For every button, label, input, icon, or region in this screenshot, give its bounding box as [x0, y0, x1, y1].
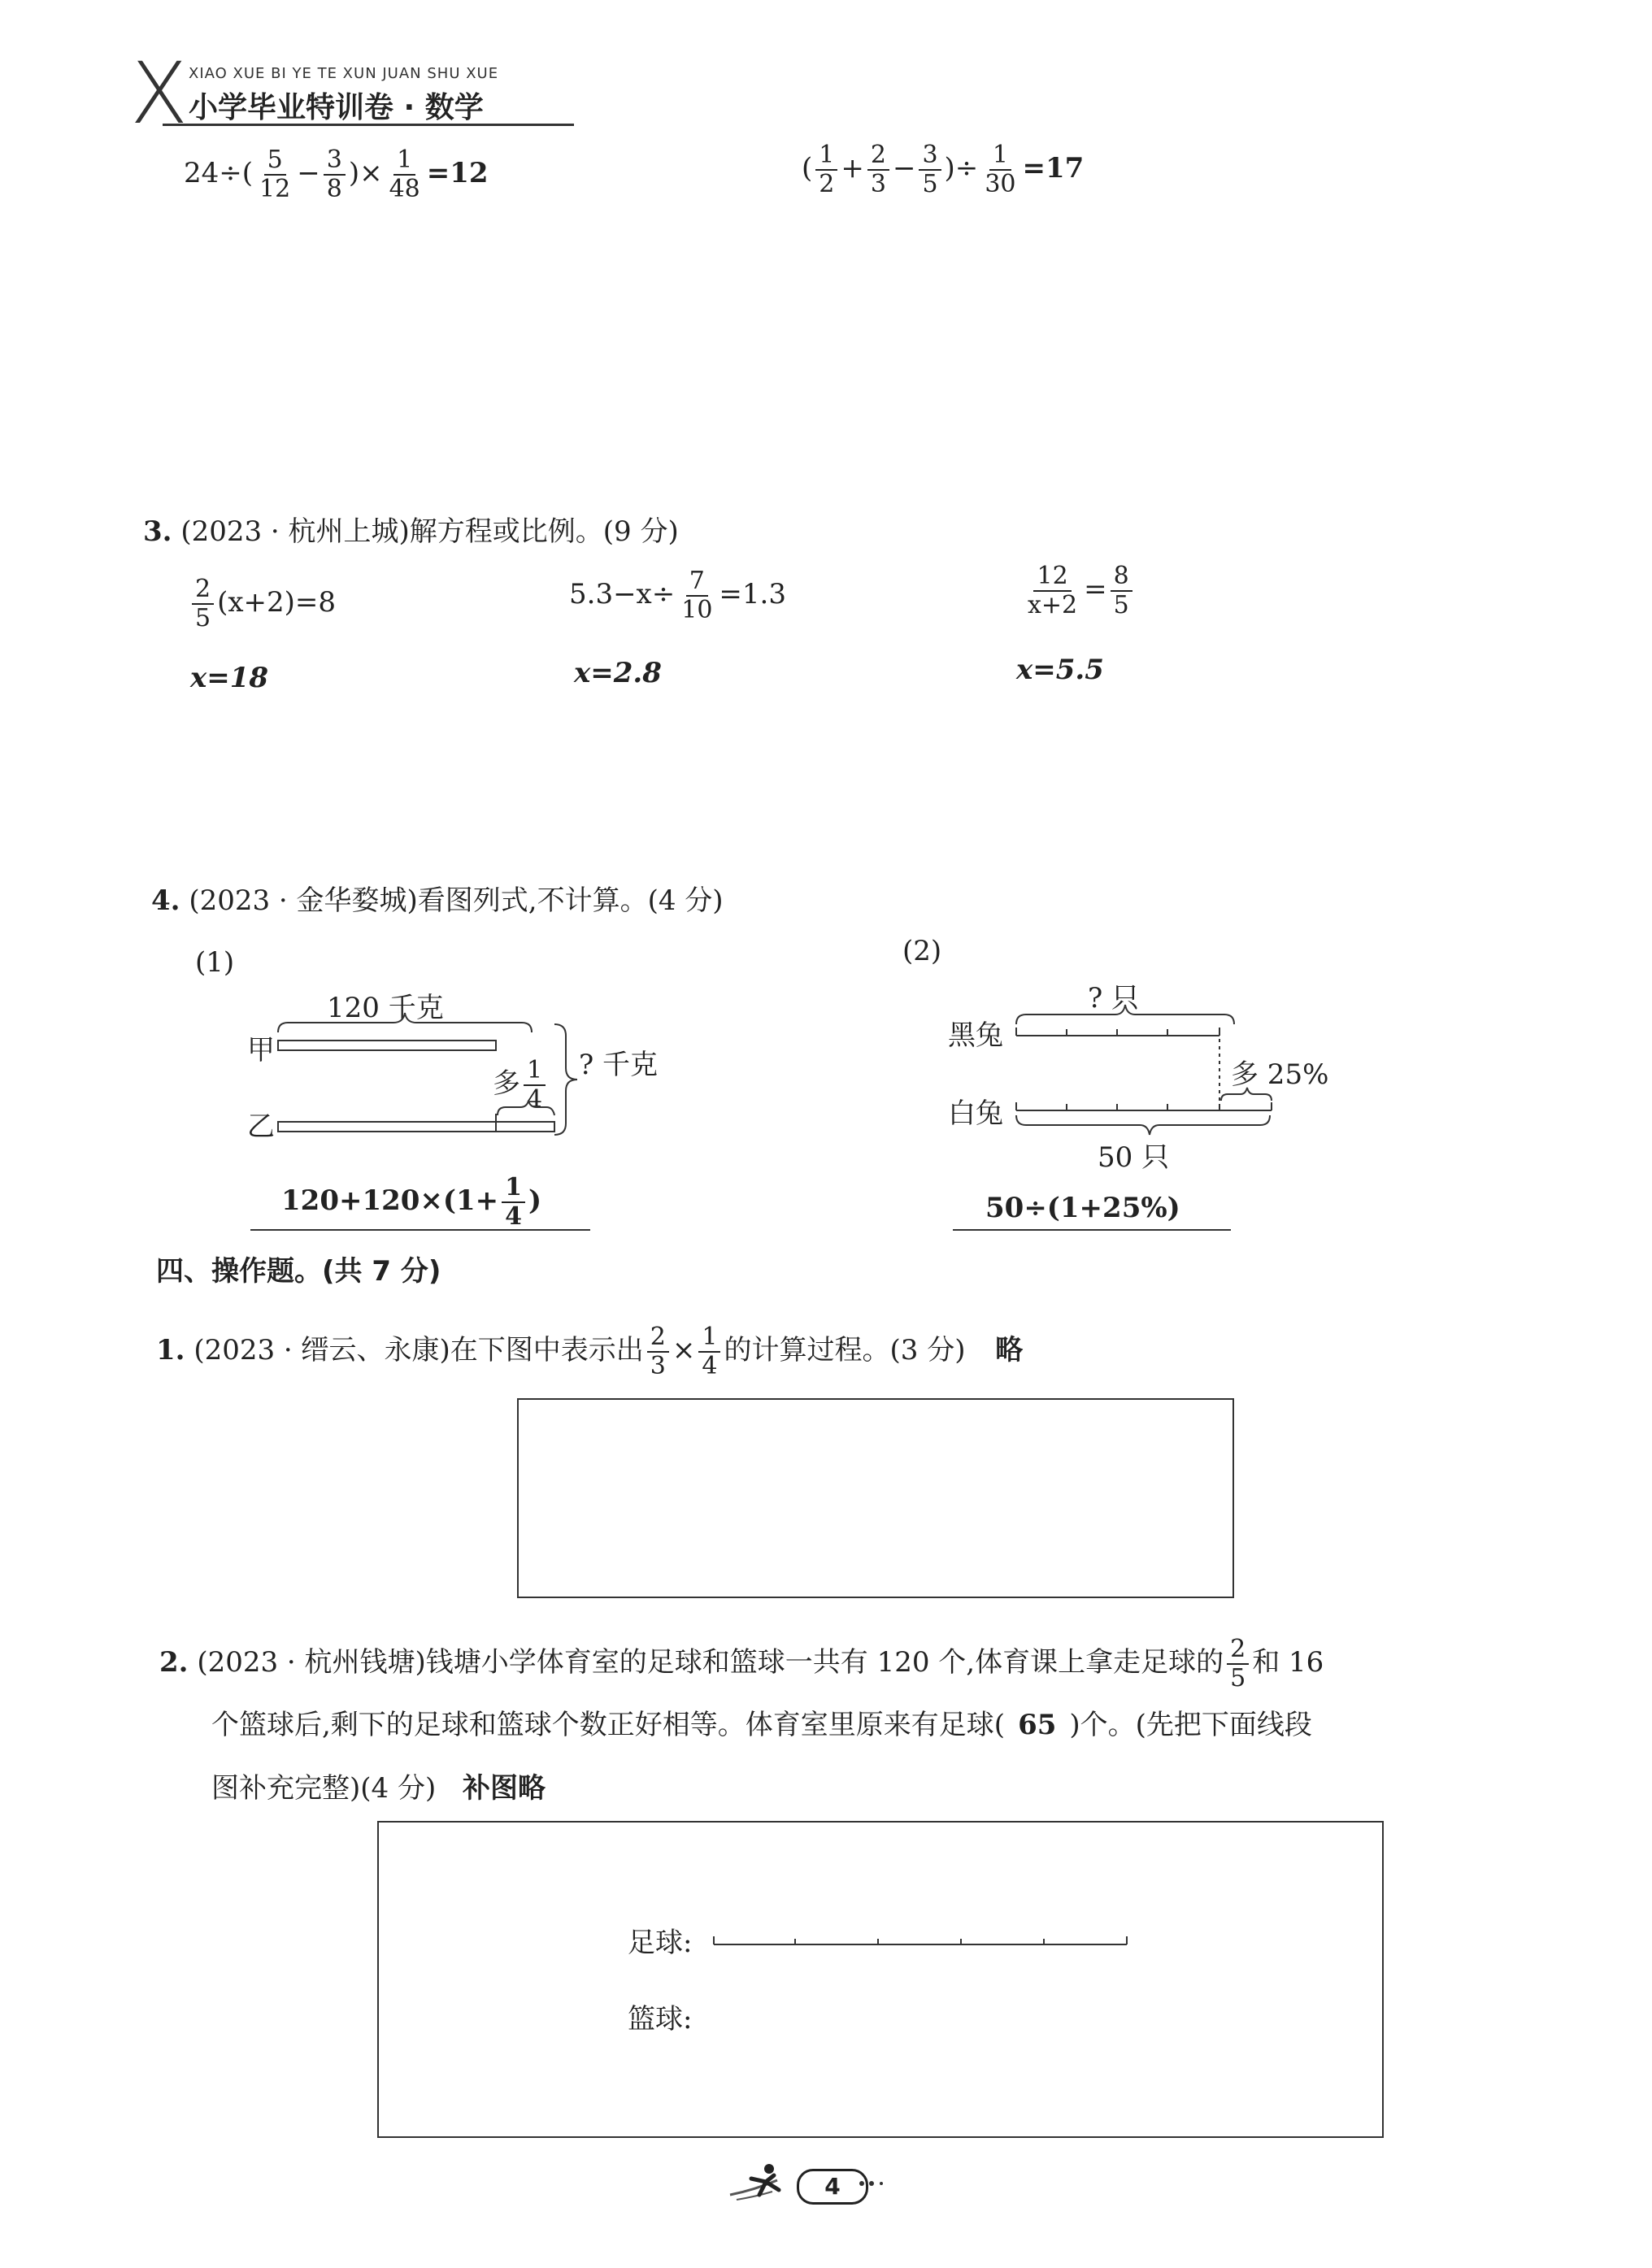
- s4-q1-f1-den: 3: [650, 1352, 666, 1380]
- calc-1-f2-den: 8: [326, 175, 342, 203]
- header-rule: [163, 124, 574, 126]
- header-logo-letter: X: [130, 44, 189, 143]
- s4-q2-line2-tail: )个。(先把下面线段: [1069, 1709, 1312, 1741]
- q3-eq1-den: 5: [195, 604, 211, 632]
- s4-q2-line1-tail: 和 16: [1252, 1646, 1324, 1679]
- q4-p2-answer: 50÷(1+25%): [985, 1192, 1180, 1224]
- q4-p1-answer-tail: ): [528, 1184, 542, 1217]
- q4-p2-black: 黑兔: [948, 1019, 1003, 1052]
- calc-2-f2-num: 2: [867, 141, 889, 171]
- q3-heading: [143, 515, 679, 548]
- q3-eq2-den: 10: [681, 596, 713, 624]
- q3-eq3-equals: =: [1084, 573, 1107, 606]
- s4-q1-text: [156, 1323, 1023, 1380]
- header-title: 小学毕业特训卷 · 数学: [189, 91, 484, 124]
- calc-1-op2: )×: [348, 157, 383, 189]
- q4-p2-question: ? 只: [1088, 982, 1140, 1015]
- q3-title: (2023 · 杭州上城)解方程或比例。(9 分): [180, 515, 679, 548]
- calc-2-f3-num: 3: [919, 141, 941, 171]
- q4-p1-diagram: [268, 1008, 585, 1146]
- s4-q1-f1-num: 2: [647, 1323, 669, 1353]
- calc-1-op1: −: [297, 157, 320, 189]
- q3-eq3-f1-den: x+2: [1028, 591, 1078, 619]
- calc-2-f2-den: 3: [870, 170, 886, 198]
- footer-page-number: 4: [797, 2169, 868, 2205]
- q4-p2-diagram: [1013, 992, 1281, 1146]
- q4-p2-more: 多 25%: [1231, 1058, 1329, 1091]
- q4-heading: [151, 884, 724, 917]
- q4-p1-top-brace: [278, 1013, 532, 1032]
- calc-expr-2: [802, 141, 1084, 198]
- calc-1-f3-den: 48: [389, 175, 420, 203]
- calc-2-f1-den: 2: [819, 170, 835, 198]
- calc-2-op1: +: [841, 152, 864, 185]
- q4-p1-yi: 乙: [247, 1110, 275, 1143]
- s4-q1-number: 1.: [156, 1334, 185, 1366]
- s4-q2-line2-lead: 个篮球后,剩下的足球和篮球个数正好相等。体育室里原来有足球(: [211, 1709, 1006, 1741]
- q3-eq2-answer: x=2.8: [574, 657, 662, 689]
- q3-eq3-answer: x=5.5: [1016, 654, 1104, 686]
- s4-q2-line3: [211, 1772, 546, 1805]
- s4-q1-f2-num: 1: [698, 1323, 720, 1353]
- q4-p1-answer-line: [250, 1229, 590, 1231]
- q4-p1-total: ? 千克: [579, 1049, 659, 1081]
- calc-1-lead: 24÷(: [184, 157, 254, 189]
- q3-eq2-num: 7: [686, 567, 708, 597]
- q4-p1-yi-bar: [278, 1122, 554, 1132]
- q4-p1-more-brace: [498, 1101, 554, 1115]
- calc-1-f3-num: 1: [393, 146, 415, 176]
- calc-2-f1-num: 1: [815, 141, 837, 171]
- s4-q1-op: ×: [672, 1334, 696, 1366]
- q4-p2-top-brace: [1016, 1005, 1234, 1024]
- q4-p1-top-value: 120 千克: [327, 992, 444, 1024]
- calc-1-answer: =12: [426, 157, 489, 189]
- q3-number: 3.: [143, 515, 172, 548]
- q4-p1-more-den: 4: [527, 1085, 543, 1114]
- s4-q2-diagram-box[interactable]: [377, 1821, 1384, 2138]
- q3-eq2-rest: =1.3: [719, 578, 786, 610]
- s4-q2-num: 2: [1227, 1636, 1249, 1665]
- s4-q2-football-segment: [709, 1930, 1132, 1954]
- q4-number: 4.: [151, 884, 180, 917]
- q4-p2-white: 白兔: [948, 1097, 1003, 1130]
- calc-2-f4-num: 1: [989, 141, 1011, 171]
- q3-eq2-lead: 5.3−x÷: [569, 578, 676, 610]
- q4-p1-answer: [281, 1174, 541, 1231]
- calc-1-f1-num: 5: [264, 146, 286, 176]
- q4-p2-bottom-brace: [1016, 1115, 1270, 1135]
- q3-eq1-rest: (x+2)=8: [217, 586, 337, 619]
- q4-p1-right-brace: [554, 1024, 577, 1135]
- q4-p2-label: (2): [902, 935, 942, 967]
- s4-q2-line1-lead: (2023 · 杭州钱塘)钱塘小学体育室的足球和篮球一共有 120 个,体育课上拿走足球的: [197, 1646, 1224, 1679]
- s4-q1-answer: 略: [995, 1334, 1024, 1366]
- calc-1-f1-den: 12: [259, 175, 291, 203]
- s4-q2-basketball-label: 篮球:: [628, 2003, 693, 2036]
- q3-eq1-answer: x=18: [190, 662, 269, 694]
- q4-p2-more-brace: [1221, 1088, 1272, 1101]
- q4-p2-total: 50 只: [1098, 1141, 1170, 1174]
- s4-q2-line2: [211, 1709, 1312, 1741]
- s4-q2-number: 2.: [159, 1646, 189, 1679]
- s4-q1-lead: (2023 · 缙云、永康)在下图中表示出: [193, 1334, 644, 1366]
- q3-eq1-num: 2: [192, 576, 214, 605]
- q3-eq3-f2-den: 5: [1113, 591, 1129, 619]
- s4-q2-answer: 65: [1018, 1709, 1057, 1741]
- s4-q2-line1: [159, 1636, 1324, 1692]
- q4-p1-label: (1): [195, 946, 235, 979]
- q4-p1-answer-den: 4: [505, 1202, 523, 1231]
- calc-1-f2-num: 3: [324, 146, 346, 176]
- s4-q2-den: 5: [1230, 1664, 1246, 1692]
- s4-q2-line3-text: 图补充完整)(4 分): [211, 1772, 437, 1805]
- q3-eq2: [569, 567, 786, 624]
- q4-p2-answer-line: [953, 1229, 1231, 1231]
- q4-title: (2023 · 金华婺城)看图列式,不计算。(4 分): [189, 884, 724, 917]
- calc-2-answer: =17: [1022, 152, 1085, 185]
- s4-q1-tail: 的计算过程。(3 分): [724, 1334, 966, 1366]
- calc-2-op3: )÷: [944, 152, 979, 185]
- s4-q1-drawing-box[interactable]: [517, 1398, 1234, 1598]
- header-pinyin: XIAO XUE BI YE TE XUN JUAN SHU XUE: [189, 65, 499, 82]
- calc-2-op2: −: [892, 152, 916, 185]
- calc-2-f4-den: 30: [985, 170, 1016, 198]
- calc-2-f3-den: 5: [922, 170, 938, 198]
- q4-p1-jia-bar: [278, 1041, 496, 1050]
- s4-q2-line3-answer: 补图略: [463, 1772, 546, 1805]
- q4-p1-answer-lead: 120+120×(1+: [281, 1184, 499, 1217]
- q3-eq1: [189, 576, 336, 632]
- q4-p1-more-text: 多: [493, 1067, 520, 1100]
- q4-p1-answer-num: 1: [502, 1174, 525, 1203]
- q3-eq3: [1021, 563, 1136, 619]
- calc-expr-1: [184, 146, 489, 203]
- calc-2-lead: (: [802, 152, 813, 185]
- q4-p1-more-num: 1: [524, 1057, 546, 1086]
- q3-eq3-f2-num: 8: [1111, 563, 1132, 592]
- q4-p1-jia: 甲: [247, 1034, 275, 1067]
- q3-eq3-f1-num: 12: [1033, 563, 1071, 592]
- s4-q1-f2-den: 4: [702, 1352, 718, 1380]
- section4-title: 四、操作题。(共 7 分): [156, 1255, 441, 1288]
- s4-q2-football-label: 足球:: [628, 1927, 693, 1959]
